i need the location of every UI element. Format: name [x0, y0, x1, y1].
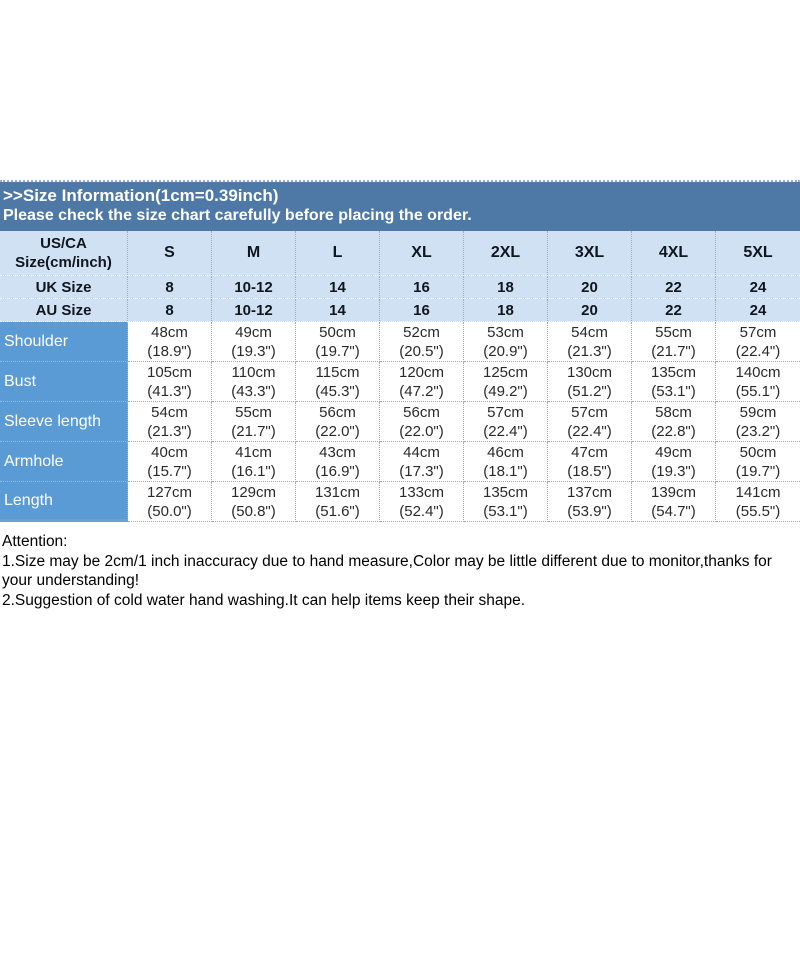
measure-cm-value: 44cm — [403, 443, 440, 461]
size-value-cell: 14 — [296, 276, 380, 298]
measure-value-cell — [716, 322, 800, 362]
measure-value-cell — [464, 442, 548, 482]
size-value-cell: 10-12 — [212, 276, 296, 298]
measure-value-cell — [548, 322, 632, 362]
measure-value-cell — [212, 402, 296, 442]
measure-inch-value: (53.1") — [651, 382, 696, 400]
measure-inch-value: (53.9") — [567, 502, 612, 520]
measure-cm-value: 54cm — [571, 323, 608, 341]
measure-inch-value: (51.6") — [315, 502, 360, 520]
measure-inch-value: (18.1") — [483, 462, 528, 480]
measure-cm-value: 49cm — [655, 443, 692, 461]
measure-inch-value: (18.9") — [147, 342, 192, 360]
measure-cm-value: 140cm — [735, 363, 781, 381]
measure-value-cell — [632, 362, 716, 402]
measure-row-label: Length — [0, 482, 128, 522]
measure-row — [0, 362, 800, 402]
measure-inch-value: (15.7") — [147, 462, 192, 480]
measure-inch-value: (43.3") — [231, 382, 276, 400]
measure-cm-value: 127cm — [146, 483, 193, 501]
measure-cm-value: 110cm — [231, 363, 276, 381]
measure-value-cell — [212, 322, 296, 362]
measure-inch-value: (22.8") — [651, 422, 696, 440]
measure-cm-value: 58cm — [655, 403, 692, 421]
measure-value-cell — [380, 482, 464, 522]
measure-cm-value: 53cm — [487, 323, 524, 341]
measure-row-label: Bust — [0, 362, 128, 402]
size-value-cell: 22 — [632, 276, 716, 298]
measure-value-cell — [380, 322, 464, 362]
measure-cm-value: 125cm — [482, 363, 529, 381]
size-value-cell: 16 — [380, 276, 464, 298]
measure-cm-value: 56cm — [319, 403, 356, 421]
size-row-label: AU Size — [0, 299, 128, 321]
measure-cm-value: 57cm — [571, 403, 608, 421]
measure-cm-value: 137cm — [566, 483, 613, 501]
measure-cm-value: 55cm — [235, 403, 272, 421]
measure-value-cell — [464, 482, 548, 522]
size-chart — [0, 180, 800, 522]
size-column-header: 5XL — [743, 244, 773, 261]
measure-cm-value: 141cm — [735, 483, 781, 501]
measure-cm-value: 57cm — [739, 323, 777, 341]
size-value-cell: 20 — [548, 276, 632, 298]
measure-value-cell — [128, 402, 212, 442]
measure-inch-value: (55.5") — [735, 502, 781, 520]
measure-row — [0, 402, 800, 442]
measure-value-cell — [380, 402, 464, 442]
size-value-cell: 16 — [380, 299, 464, 321]
size-value-cell: 22 — [632, 299, 716, 321]
measure-row-label: Shoulder — [0, 322, 128, 362]
table-header-row — [0, 231, 800, 276]
size-chart-image — [0, 180, 800, 980]
measure-row — [0, 322, 800, 362]
size-value-cell: 8 — [128, 299, 212, 321]
measure-row-label: Armhole — [0, 442, 128, 482]
measure-inch-value: (53.1") — [483, 502, 528, 520]
measure-inch-value: (21.7") — [651, 342, 696, 360]
measure-cm-value: 54cm — [151, 403, 188, 421]
measure-value-cell — [296, 402, 380, 442]
measure-cm-value: 129cm — [230, 483, 277, 501]
measure-cm-value: 135cm — [482, 483, 529, 501]
measure-inch-value: (21.3") — [147, 422, 192, 440]
measure-inch-value: (47.2") — [399, 382, 444, 400]
measure-cm-value: 47cm — [571, 443, 608, 461]
measure-value-cell — [464, 322, 548, 362]
measure-inch-value: (50.8") — [231, 502, 276, 520]
measure-cm-value: 49cm — [235, 323, 272, 341]
size-value-cell: 24 — [749, 301, 767, 319]
measure-value-cell — [128, 362, 212, 402]
size-value-cell: 24 — [749, 278, 767, 296]
size-value-cell: 18 — [464, 276, 548, 298]
measure-inch-value: (21.3") — [567, 342, 612, 360]
measure-inch-value: (23.2") — [735, 422, 781, 440]
size-value-cell: 14 — [296, 299, 380, 321]
size-column-header: S — [128, 231, 212, 275]
measure-cm-value: 50cm — [739, 443, 777, 461]
measure-value-cell — [716, 442, 800, 482]
measure-value-cell — [632, 482, 716, 522]
measure-inch-value: (41.3") — [147, 382, 192, 400]
measure-value-cell — [380, 442, 464, 482]
measure-inch-value: (22.4") — [567, 422, 612, 440]
size-row-label: UK Size — [0, 276, 128, 298]
measure-inch-value: (17.3") — [399, 462, 444, 480]
measure-cm-value: 40cm — [151, 443, 188, 461]
measure-value-cell — [464, 362, 548, 402]
size-value-cell: 20 — [548, 299, 632, 321]
size-column-header: 4XL — [632, 231, 716, 275]
measure-value-cell — [464, 402, 548, 442]
measure-inch-value: (52.4") — [399, 502, 444, 520]
measurement-rows — [0, 322, 800, 522]
measure-value-cell — [296, 442, 380, 482]
measure-value-cell — [296, 482, 380, 522]
measure-value-cell — [716, 402, 800, 442]
measure-inch-value: (50.0") — [147, 502, 192, 520]
measure-cm-value: 57cm — [487, 403, 524, 421]
measure-value-cell — [128, 322, 212, 362]
measure-inch-value: (19.7") — [735, 462, 781, 480]
attention-title: Attention: — [2, 533, 68, 550]
measure-inch-value: (51.2") — [567, 382, 612, 400]
measure-cm-value: 135cm — [650, 363, 697, 381]
measure-cm-value: 133cm — [398, 483, 445, 501]
measure-value-cell — [212, 442, 296, 482]
size-row — [0, 299, 800, 322]
measure-inch-value: (54.7") — [651, 502, 696, 520]
measure-cm-value: 55cm — [655, 323, 692, 341]
measure-inch-value: (22.4") — [483, 422, 528, 440]
size-value-cell: 10-12 — [212, 299, 296, 321]
size-row — [0, 276, 800, 299]
measure-value-cell — [716, 362, 800, 402]
measure-row — [0, 442, 800, 482]
measure-inch-value: (22.0") — [399, 422, 444, 440]
measure-value-cell — [548, 362, 632, 402]
measure-cm-value: 59cm — [739, 403, 777, 421]
banner — [0, 182, 800, 231]
banner-subtitle: Please check the size chart carefully before placing the order. — [3, 207, 472, 224]
measure-value-cell — [128, 482, 212, 522]
measure-cm-value: 130cm — [566, 363, 613, 381]
measure-inch-value: (22.4") — [735, 342, 781, 360]
measure-row-label: Sleeve length — [0, 402, 128, 442]
size-column-header: 2XL — [464, 231, 548, 275]
corner-header-cell — [0, 231, 128, 275]
measure-inch-value: (16.9") — [315, 462, 360, 480]
measure-cm-value: 120cm — [398, 363, 445, 381]
measure-value-cell — [212, 482, 296, 522]
measure-cm-value: 48cm — [151, 323, 188, 341]
measure-value-cell — [632, 322, 716, 362]
measure-value-cell — [128, 442, 212, 482]
measure-cm-value: 52cm — [403, 323, 440, 341]
size-column-header: XL — [380, 231, 464, 275]
size-column-header: M — [212, 231, 296, 275]
attention-note-1: 1.Size may be 2cm/1 inch inaccuracy due to hand measure,Color may be little different due to monitor,thanks for your understanding! — [2, 552, 772, 589]
attention-note-2: 2.Suggestion of cold water hand washing.It can help items keep their shape. — [2, 591, 526, 609]
measure-cm-value: 139cm — [650, 483, 697, 501]
measure-cm-value: 41cm — [235, 443, 272, 461]
size-value-cell: 18 — [464, 299, 548, 321]
measure-inch-value: (18.5") — [567, 462, 612, 480]
measure-inch-value: (19.3") — [231, 342, 276, 360]
measure-value-cell — [632, 402, 716, 442]
size-column-header: L — [296, 231, 380, 275]
measure-value-cell — [548, 402, 632, 442]
measure-inch-value: (49.2") — [483, 382, 528, 400]
measure-cm-value: 131cm — [314, 483, 361, 501]
measure-inch-value: (19.7") — [315, 342, 360, 360]
measure-value-cell — [296, 322, 380, 362]
measure-cm-value: 43cm — [319, 443, 356, 461]
measure-cm-value: 46cm — [487, 443, 524, 461]
measure-row — [0, 482, 800, 522]
measure-cm-value: 115cm — [315, 363, 360, 381]
measure-inch-value: (22.0") — [315, 422, 360, 440]
measure-inch-value: (19.3") — [651, 462, 696, 480]
banner-title: >>Size Information(1cm=0.39inch) — [3, 186, 279, 205]
measure-value-cell — [296, 362, 380, 402]
measure-inch-value: (45.3") — [315, 382, 360, 400]
measure-inch-value: (20.5") — [399, 342, 444, 360]
measure-cm-value: 50cm — [319, 323, 356, 341]
corner-header-line1: US/CA — [40, 235, 87, 252]
measure-cm-value: 56cm — [403, 403, 440, 421]
measure-value-cell — [380, 362, 464, 402]
measure-value-cell — [632, 442, 716, 482]
measure-inch-value: (55.1") — [735, 382, 781, 400]
size-conversion-rows — [0, 276, 800, 322]
measure-value-cell — [548, 442, 632, 482]
measure-value-cell — [212, 362, 296, 402]
corner-header-line2: Size(cm/inch) — [15, 254, 112, 271]
size-value-cell: 8 — [128, 276, 212, 298]
measure-inch-value: (16.1") — [231, 462, 276, 480]
measure-inch-value: (20.9") — [483, 342, 528, 360]
measure-value-cell — [716, 482, 800, 522]
measure-inch-value: (21.7") — [231, 422, 276, 440]
attention-section — [2, 532, 800, 610]
measure-value-cell — [548, 482, 632, 522]
measure-cm-value: 105cm — [146, 363, 193, 381]
size-column-header: 3XL — [548, 231, 632, 275]
